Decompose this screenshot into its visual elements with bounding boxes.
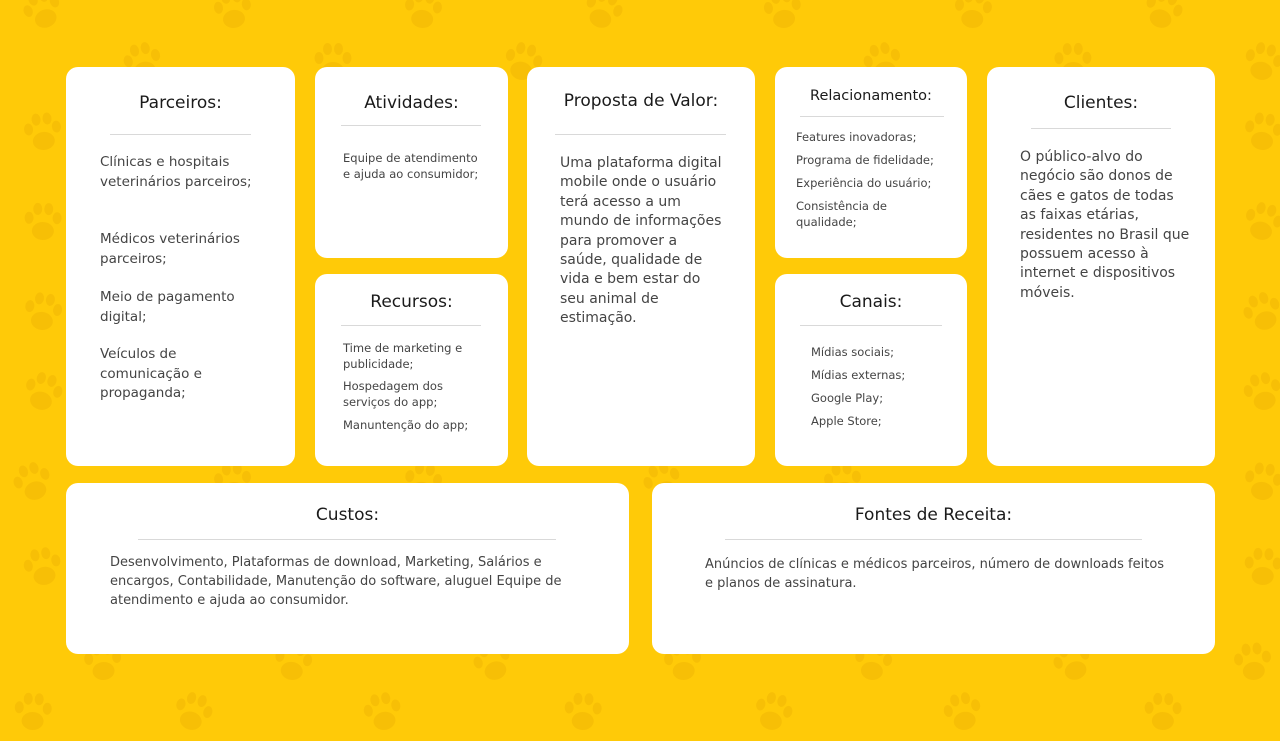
recursos-card [315, 274, 508, 466]
clientes-card [987, 67, 1215, 466]
paw-print-icon [17, 287, 69, 339]
proposta-title: Proposta de Valor: [563, 91, 719, 111]
canais-item: Apple Store; [811, 414, 882, 428]
recursos-item: Time de marketing e publicidade; [343, 341, 463, 371]
paw-print-icon [15, 365, 71, 421]
divider [725, 539, 1142, 540]
divider [1031, 128, 1171, 129]
paw-print-icon [9, 689, 57, 737]
paw-print-icon [559, 689, 607, 737]
divider [341, 325, 481, 326]
custos-card [66, 483, 629, 654]
paw-print-icon [1228, 638, 1279, 689]
divider [555, 134, 726, 135]
paw-print-icon [1235, 195, 1280, 251]
divider [800, 325, 942, 326]
divider [138, 539, 556, 540]
paw-print-icon [16, 541, 70, 595]
receita-title: Fontes de Receita: [854, 505, 1013, 525]
relacionamento-item: Consistência de qualidade; [796, 199, 888, 229]
divider [110, 134, 251, 135]
paw-print-icon [356, 686, 410, 740]
relacionamento-card [775, 67, 967, 258]
parceiros-item: Clínicas e hospitais veterinários parceiros; [100, 154, 252, 190]
proposta-card [527, 67, 755, 466]
paw-print-icon [948, 0, 998, 36]
recursos-title: Recursos: [370, 292, 453, 312]
paw-print-icon [165, 685, 222, 741]
canais-title: Canais: [839, 292, 903, 312]
paw-print-icon [1237, 107, 1280, 158]
divider [800, 116, 944, 117]
clientes-text: O público-alvo do negócio são donos de cães e gatos de todas as faixas etárias, residentes no Brasil que possuem acesso à internet e dispositivos móveis. [1020, 149, 1190, 301]
parceiros-item: Veículos de comunicação e propaganda; [100, 346, 202, 401]
paw-print-icon [757, 0, 809, 37]
paw-print-icon [1236, 366, 1280, 421]
paw-print-icon [1234, 284, 1280, 342]
relacionamento-item: Features inovadoras; [796, 130, 917, 144]
proposta-text: Uma plataforma digital mobile onde o usuário terá acesso a um mundo de informações para promover a saúde, qualidade de vida e bem estar do seu animal de estimação. [560, 155, 722, 327]
paw-print-icon [14, 0, 73, 40]
custos-title: Custos: [315, 505, 380, 525]
custos-text: Desenvolvimento, Plataformas de download, Marketing, Salários e encargos, Contabilidade, Manutenção do software, aluguel Equipe de atendimento e ajuda ao consumidor. [110, 555, 562, 608]
receita-text: Anúncios de clínicas e médicos parceiros, número de downloads feitos e planos de assinatura. [705, 557, 1165, 591]
paw-print-icon [18, 108, 69, 159]
paw-print-icon [936, 686, 991, 741]
canais-card [775, 274, 967, 466]
paw-print-icon [1134, 0, 1192, 40]
canais-item: Google Play; [811, 391, 884, 405]
receita-card [652, 483, 1215, 654]
paw-print-icon [574, 0, 632, 40]
canais-item: Mídias sociais; [811, 345, 894, 359]
paw-print-icon [1237, 457, 1280, 508]
parceiros-item: Meio de pagamento digital; [100, 289, 235, 325]
relacionamento-item: Programa de fidelidade; [796, 153, 934, 167]
parceiros-card [66, 67, 295, 466]
relacionamento-item: Experiência do usuário; [796, 176, 932, 190]
parceiros-item: Médicos veterinários parceiros; [100, 231, 240, 267]
parceiros-title: Parceiros: [139, 93, 222, 113]
atividades-item: Equipe de atendimento e ajuda ao consumidor; [343, 151, 479, 181]
clientes-title: Clientes: [1063, 93, 1139, 113]
paw-print-icon [4, 454, 62, 512]
recursos-item: Manuntenção do app; [343, 418, 469, 432]
paw-print-icon [1236, 36, 1280, 91]
canais-item: Mídias externas; [811, 368, 906, 382]
paw-print-icon [20, 200, 67, 247]
atividades-card [315, 67, 508, 258]
atividades-title: Atividades: [364, 93, 459, 113]
paw-print-icon [398, 0, 449, 36]
paw-print-icon [1140, 690, 1187, 737]
recursos-item: Hospedagem dos serviços do app; [343, 379, 443, 409]
divider [341, 125, 481, 126]
paw-print-icon [745, 685, 801, 741]
relacionamento-title: Relacionamento: [810, 88, 932, 104]
paw-print-icon [207, 0, 258, 37]
paw-print-icon [1239, 544, 1280, 592]
